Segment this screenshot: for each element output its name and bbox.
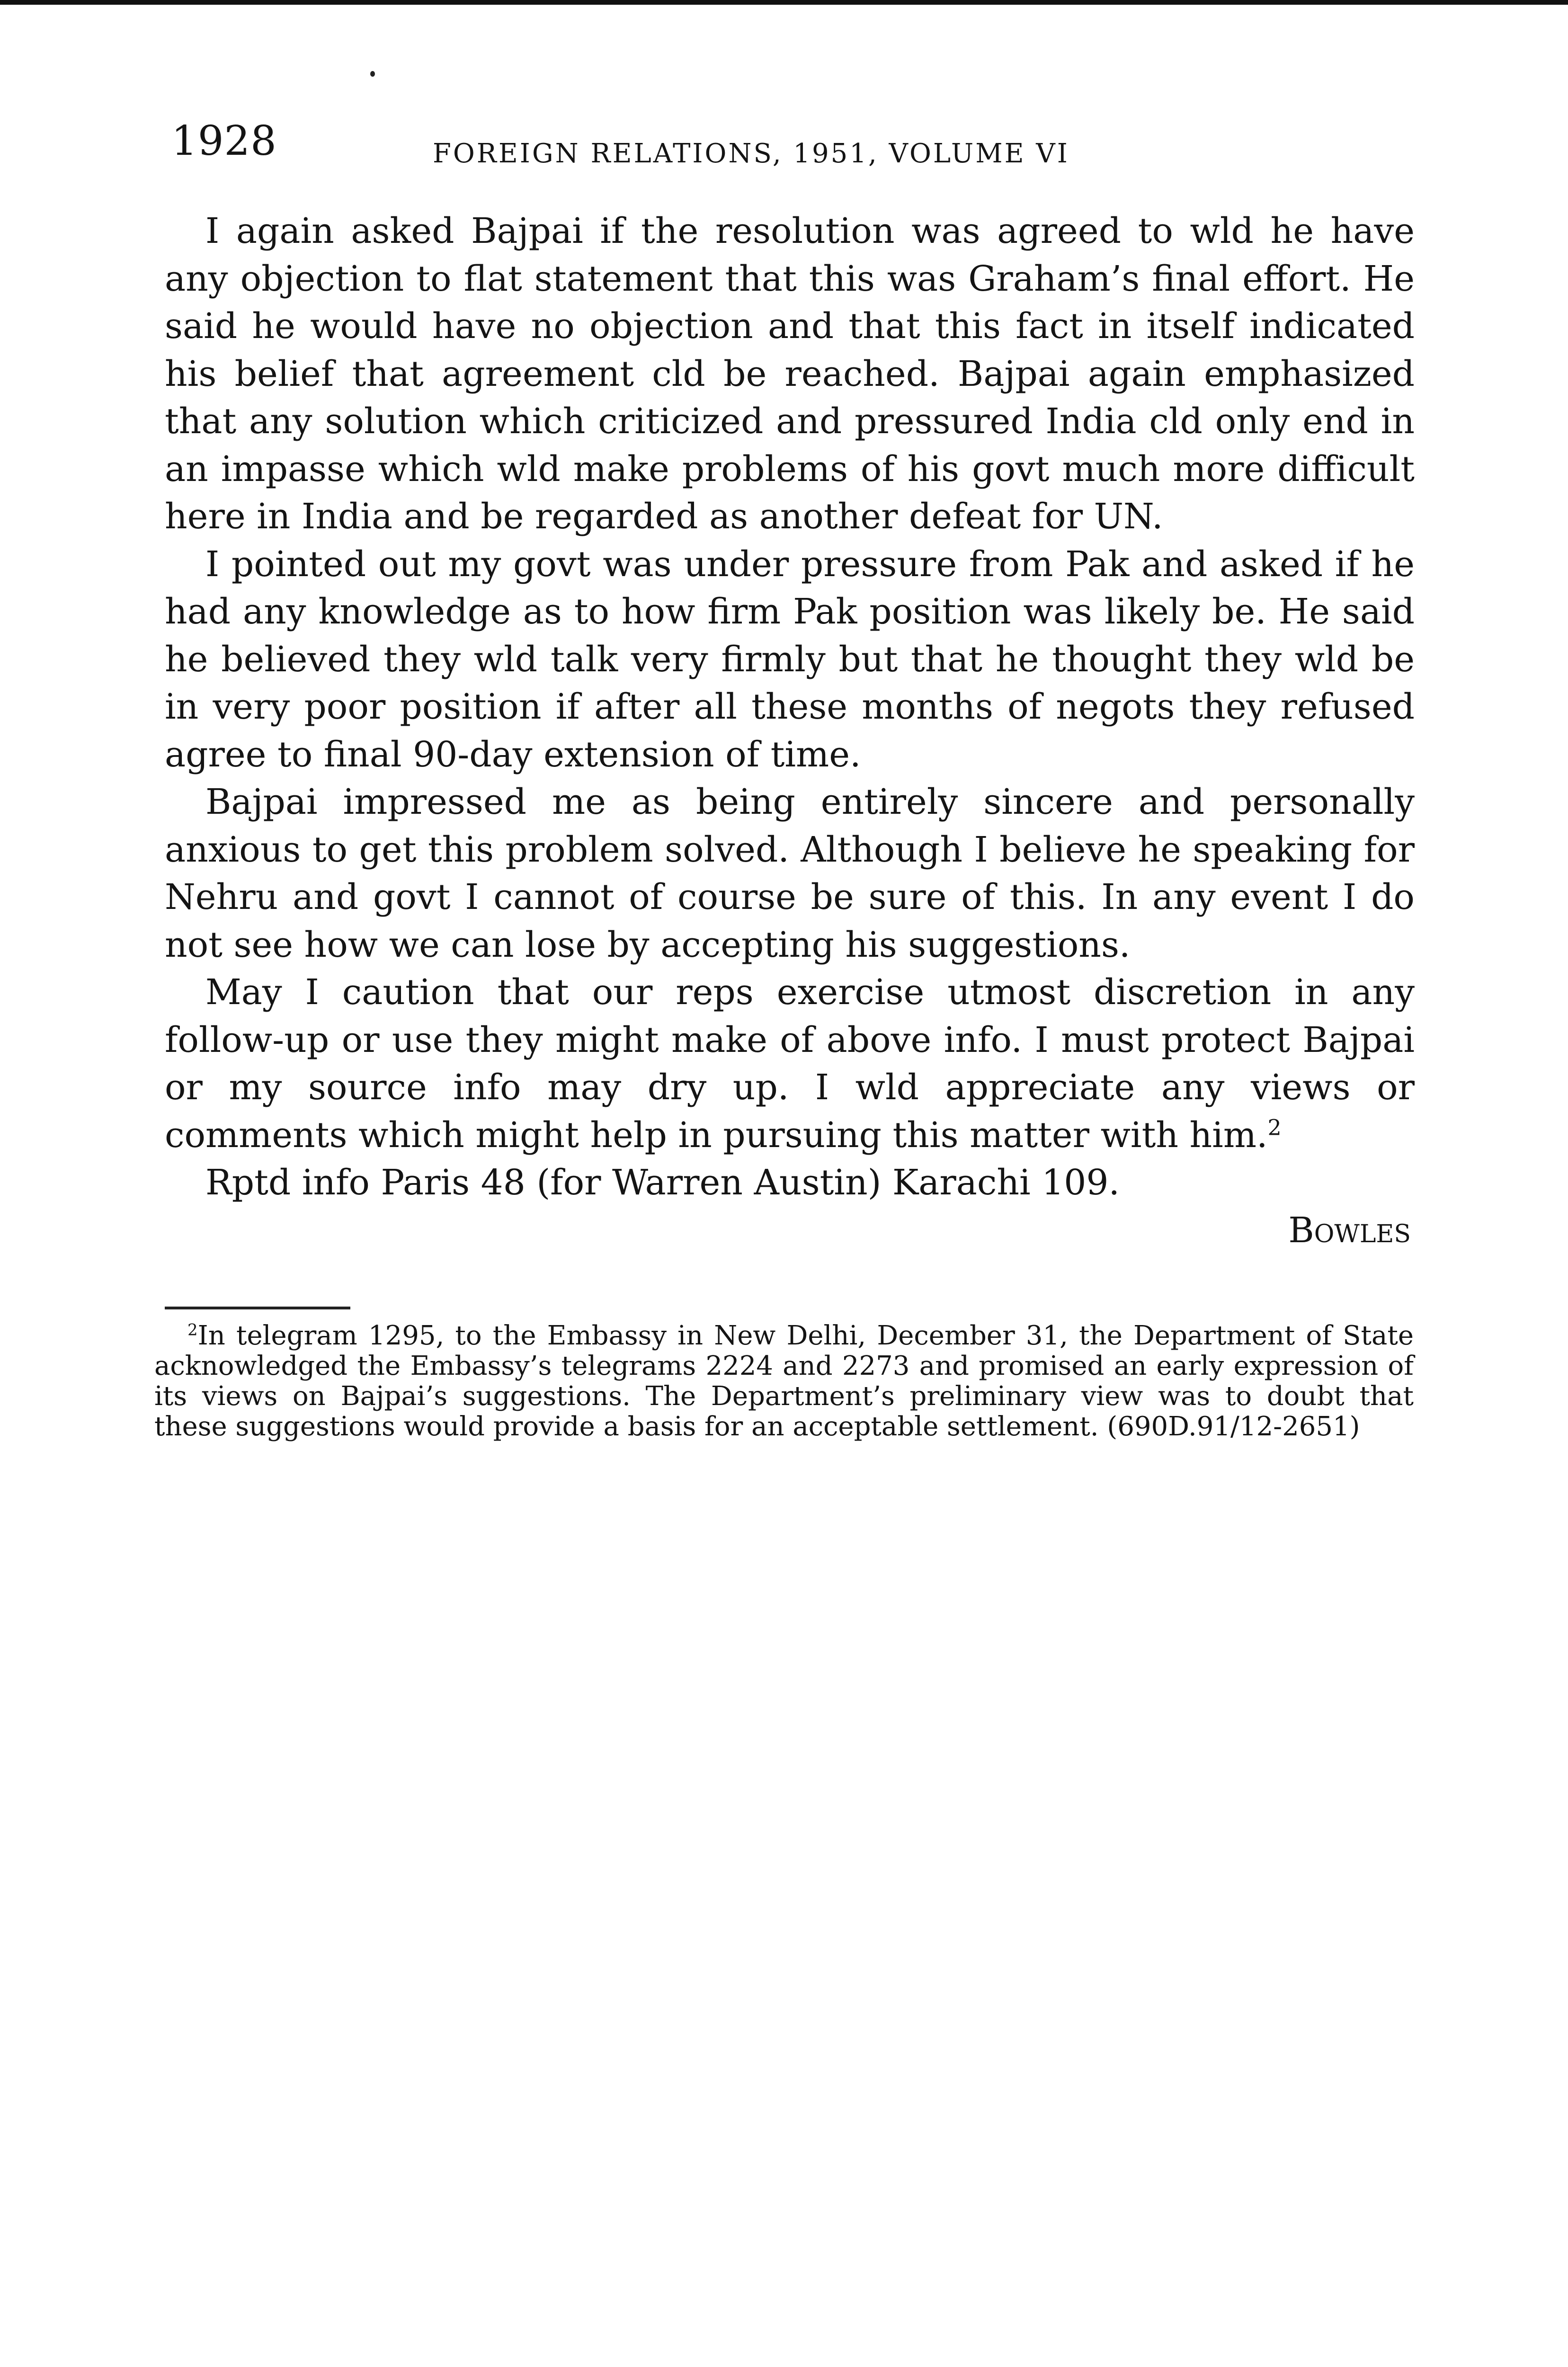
footnote-paragraph	[154, 1321, 1414, 1442]
footnote	[154, 1321, 1414, 1442]
footnote-reference: 2	[1267, 1114, 1282, 1140]
footnote-text: In telegram 1295, to the Embassy in New Delhi, December 31, the Department of State acknowledged the Embassy’s telegrams 2224 and 2273 and promised an early expression of its views on Bajpai’s suggestions. The Department’s preliminary view was to doubt that these suggestions would provide a basis for an acceptable settlement. (690D.91/12-2651)	[154, 1320, 1414, 1442]
running-head: FOREIGN RELATIONS, 1951, VOLUME VI	[433, 138, 1069, 169]
page-header	[171, 117, 1412, 179]
paragraph-1: I again asked Bajpai if the resolution was agreed to wld he have any objection to flat statement that this was Graham’s final effort. He said he would have no objection and that this fact in itself indicated his belief that agreement cld be reached. Bajpai again emphasized that any solution which criticized and pressured India cld only end in an impasse which wld make problems of his govt much more difficult here in India and be regarded as another defeat for UN.	[165, 211, 1415, 537]
scan-top-edge	[0, 0, 1568, 5]
paragraph-2: I pointed out my govt was under pressure from Pak and asked if he had any knowledge as to how firm Pak position was likely be. He said he believed they wld talk very firmly but that he thought they wld be in very poor position if after all these months of negots they refused agree to final 90-day extension of time.	[165, 543, 1415, 775]
repeat-info-line: Rptd info Paris 48 (for Warren Austin) Karachi 109.	[205, 1162, 1120, 1203]
signature-line	[165, 1207, 1415, 1254]
paragraph-3: Bajpai impressed me as being entirely sincere and personally anxious to get this problem solved. Although I believe he speaking for Nehru and govt I cannot of course be sure of this. In any event I do not see how we can lose by accepting his suggestions.	[165, 782, 1415, 965]
footnote-marker: 2	[187, 1320, 198, 1340]
page-number: 1928	[171, 117, 277, 165]
signature: Bowles	[1288, 1210, 1411, 1251]
paragraph-4-text: May I caution that our reps exercise utmost discretion in any follow-up or use they might make of above info. I must protect Bajpai or my source info may dry up. I wld appreciate any views or comments which might help in pursuing this matter with him.	[165, 972, 1415, 1156]
body-text	[165, 207, 1415, 1254]
paragraph-4	[165, 969, 1415, 1159]
scan-speck	[370, 71, 375, 77]
footnote-rule	[165, 1307, 350, 1309]
